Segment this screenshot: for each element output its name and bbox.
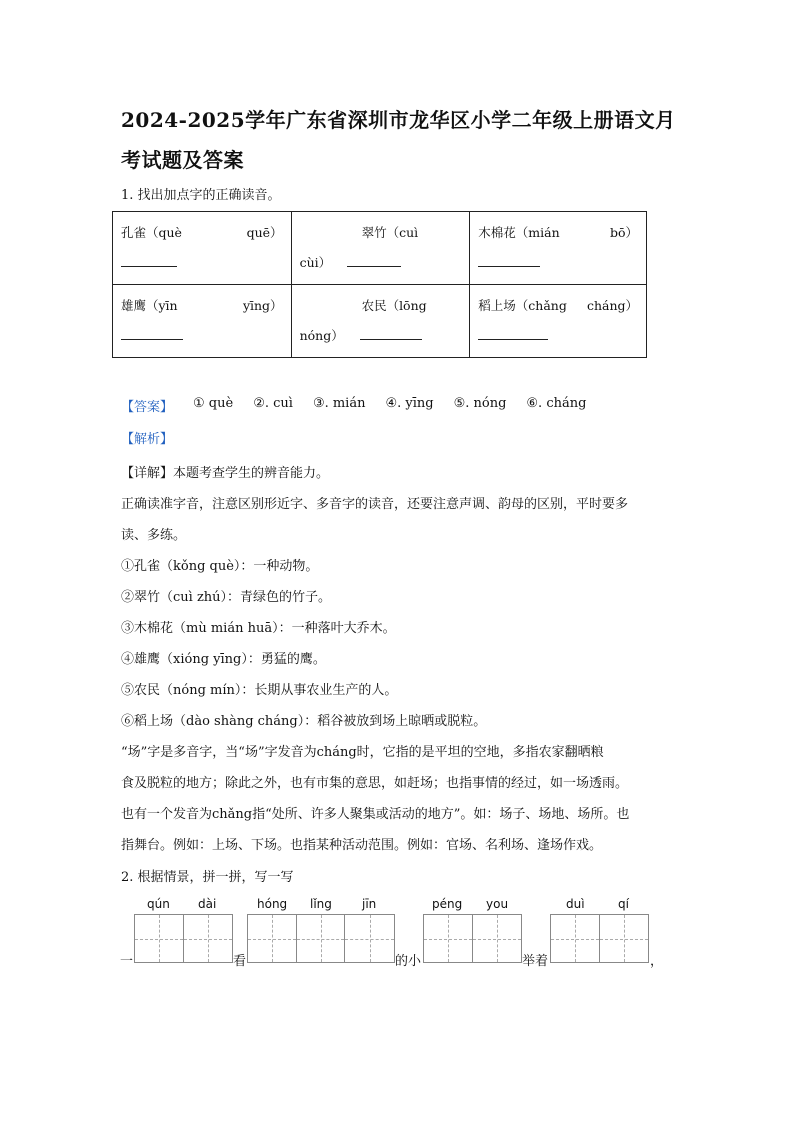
answer-blank[interactable] (121, 325, 183, 340)
analysis-line: 食及脱粒的地方；除此之外，也有市集的意思，如赶场；也指事情的经过，如一场透雨。 (121, 776, 629, 791)
table-cell: 农民（lōng nóng） (291, 285, 470, 358)
analysis-line: 也有一个发音为chǎng指“处所、许多人聚集或活动的地方”。如：场子、场地、场所。也 (121, 807, 630, 822)
analysis-line: ①孔雀（kǒng què）：一种动物。 (121, 559, 319, 574)
answer-item: ① què (193, 396, 234, 411)
analysis-line: ⑤农民（nóng mín）：长期从事农业生产的人。 (121, 683, 398, 698)
answer-blank[interactable] (347, 252, 401, 267)
table-cell: 稻上场（chǎng cháng） (470, 285, 647, 358)
sentence-connector: 看 (233, 954, 247, 969)
pinyin-label: dài (198, 897, 217, 911)
pinyin-label: qí (618, 897, 629, 911)
answer-item: ③. mián (312, 396, 366, 411)
pinyin-label: hóng (257, 897, 288, 911)
writing-grid[interactable] (423, 914, 522, 963)
answer-item: ④. yīng (385, 396, 434, 411)
answer-blank[interactable] (360, 325, 422, 340)
analysis-line: 指舞台。例如：上场、下场。也指某种活动范围。例如：官场、名利场、逢场作戏。 (121, 838, 603, 853)
table-cell: 雄鹰（yīn yīng） (113, 285, 292, 358)
answer-item: ②. cuì (253, 396, 293, 411)
table-cell: 木棉花（mián bō） (470, 212, 647, 285)
writing-grid[interactable] (247, 914, 395, 963)
table-cell: 翠竹（cuì cùi） (291, 212, 470, 285)
answer-row (121, 396, 681, 415)
analysis-line: ⑥稻上场（dào shàng cháng）：稻谷被放到场上晾晒或脱粒。 (121, 714, 487, 729)
analysis-line: 正确读准字音，注意区别形近字、多音字的读音，还要注意声调、韵母的区别，平时要多 (121, 497, 629, 512)
writing-grid[interactable] (550, 914, 649, 963)
table-row (113, 285, 647, 358)
writing-grid[interactable] (134, 914, 233, 963)
pinyin-label: duì (566, 897, 585, 911)
analysis-line: ④雄鹰（xióng yīng）：勇猛的鹰。 (121, 652, 326, 667)
analysis-body (121, 458, 681, 861)
answer-blank[interactable] (478, 252, 540, 267)
answer-label: 【答案】 (121, 400, 174, 415)
sentence-connector: 一 (120, 954, 134, 969)
analysis-line: ③木棉花（mù mián huā）：一种落叶大乔木。 (121, 621, 396, 636)
pinyin-label: lǐng (310, 897, 332, 911)
pinyin-label: you (486, 897, 509, 911)
table-cell: 孔雀（què quē） (113, 212, 292, 285)
analysis-label: 【解析】 (121, 432, 174, 447)
pinyin-label: péng (432, 897, 463, 911)
table-row (113, 212, 647, 285)
analysis-line: 读、多练。 (121, 528, 187, 543)
pinyin-label: qún (147, 897, 170, 911)
question-1-prompt: 1. 找出加点字的正确读音。 (121, 188, 281, 203)
sentence-connector: 举着 (522, 954, 549, 969)
pinyin-label: jīn (362, 897, 377, 911)
analysis-line: “场”字是多音字，当“场”字发音为cháng时，它指的是平坦的空地，多指农家翻晒粮 (121, 745, 604, 760)
analysis-line: ②翠竹（cuì zhú）：青绿色的竹子。 (121, 590, 332, 605)
page-title: 2024-2025学年广东省深圳市龙华区小学二年级上册语文月考试题及答案 (121, 108, 676, 172)
analysis-line: 【详解】本题考查学生的辨音能力。 (121, 466, 330, 481)
pinyin-table (112, 211, 647, 358)
sentence-connector: ， (650, 954, 664, 969)
answer-item: ⑥. cháng (526, 396, 587, 411)
answer-blank[interactable] (478, 325, 548, 340)
answer-item: ⑤. nóng (453, 396, 507, 411)
answer-blank[interactable] (121, 252, 177, 267)
sentence-connector: 的小 (395, 954, 422, 969)
question-2-prompt: 2. 根据情景，拼一拼，写一写 (121, 870, 294, 885)
